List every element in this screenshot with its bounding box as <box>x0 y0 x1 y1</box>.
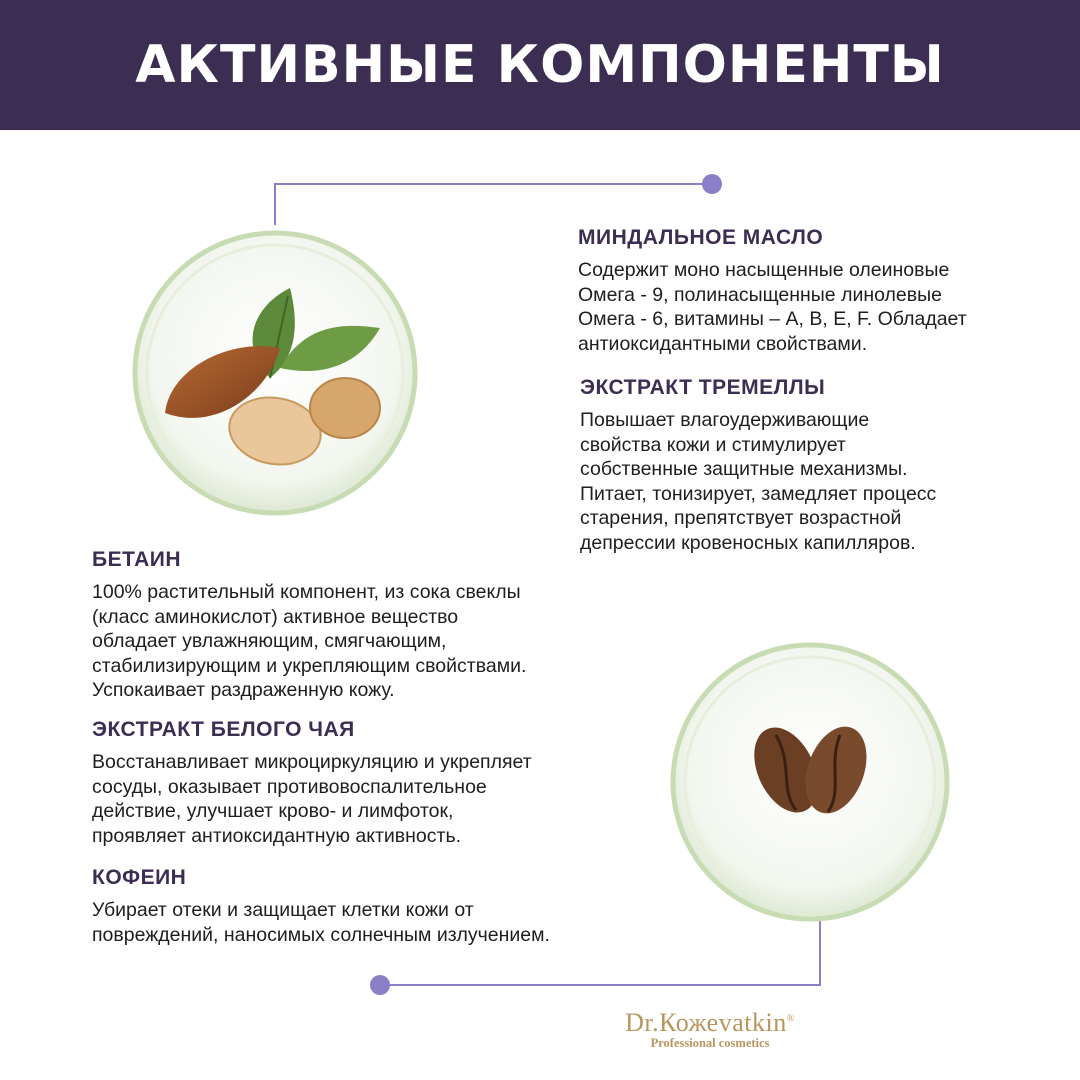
section-title: БЕТАИН <box>92 548 182 571</box>
section-text <box>578 258 1048 356</box>
text-line: действие, улучшает крово- и лимфоток, <box>92 800 454 822</box>
section-text <box>580 408 1050 555</box>
text-line: депрессии кровеносных капилляров. <box>580 531 916 554</box>
almond-dish-image <box>130 228 420 518</box>
text-line: 100% растительный компонент, из сока свеклы <box>92 581 521 603</box>
section-title: КОФЕИН <box>92 866 187 889</box>
section-betaine <box>92 548 652 703</box>
text-line: (класс аминокислот) активное вещество <box>92 605 459 628</box>
text-line: собственные защитные механизмы. <box>580 458 908 480</box>
bottom-connector-dot <box>370 975 390 995</box>
section-almond-oil <box>578 226 1048 356</box>
text-line: Успокаивает раздраженную кожу. <box>92 679 395 701</box>
section-text <box>92 750 652 848</box>
section-title: ЭКСТРАКТ ТРЕМЕЛЛЫ <box>580 376 826 399</box>
text-line: Омега - 6, витамины – А, В, Е, F. Обладает <box>578 308 967 330</box>
section-title: ЭКСТРАКТ БЕЛОГО ЧАЯ <box>92 718 355 741</box>
text-line: Убирает отеки и защищает клетки кожи от <box>92 899 474 921</box>
text-line: проявляет антиоксидантную активность. <box>92 824 462 847</box>
section-title: МИНДАЛЬНОЕ МАСЛО <box>578 226 824 249</box>
section-white-tea <box>92 718 652 848</box>
brand-subtitle: Professional cosmetics <box>650 1036 770 1050</box>
text-line: повреждений, наносимых солнечным излучением. <box>92 923 550 946</box>
section-text <box>92 898 652 947</box>
text-line: Восстанавливает микроциркуляцию и укрепляет <box>92 751 532 773</box>
top-connector-line <box>275 184 712 225</box>
section-text <box>92 580 652 703</box>
text-line: Содержит моно насыщенные олеиновые <box>578 259 950 281</box>
top-connector-dot <box>702 174 722 194</box>
text-line: Омега - 9, полинасыщенные линолевые <box>578 283 942 306</box>
text-line: Повышает влагоудерживающие <box>580 409 870 431</box>
text-line: обладает увлажняющим, смягчающим, <box>92 630 447 652</box>
text-line: антиоксидантными свойствами. <box>578 332 868 355</box>
text-line: старения, препятствует возрастной <box>580 507 902 529</box>
brand-name: Dr.Кожеvatkin® <box>625 1008 795 1037</box>
text-line: стабилизирующим и укрепляющим свойствами. <box>92 654 527 677</box>
coffee-dish-image <box>668 640 952 924</box>
text-line: сосуды, оказывает противовоспалительное <box>92 775 487 798</box>
registered-mark: ® <box>786 1013 795 1025</box>
page-title: АКТИВНЫЕ КОМПОНЕНТЫ <box>135 35 945 95</box>
section-tremella <box>580 376 1050 555</box>
brand-logo <box>560 1008 860 1051</box>
text-line: свойства кожи и стимулирует <box>580 433 846 456</box>
section-caffeine <box>92 866 652 947</box>
text-line: Питает, тонизирует, замедляет процесс <box>580 482 937 505</box>
